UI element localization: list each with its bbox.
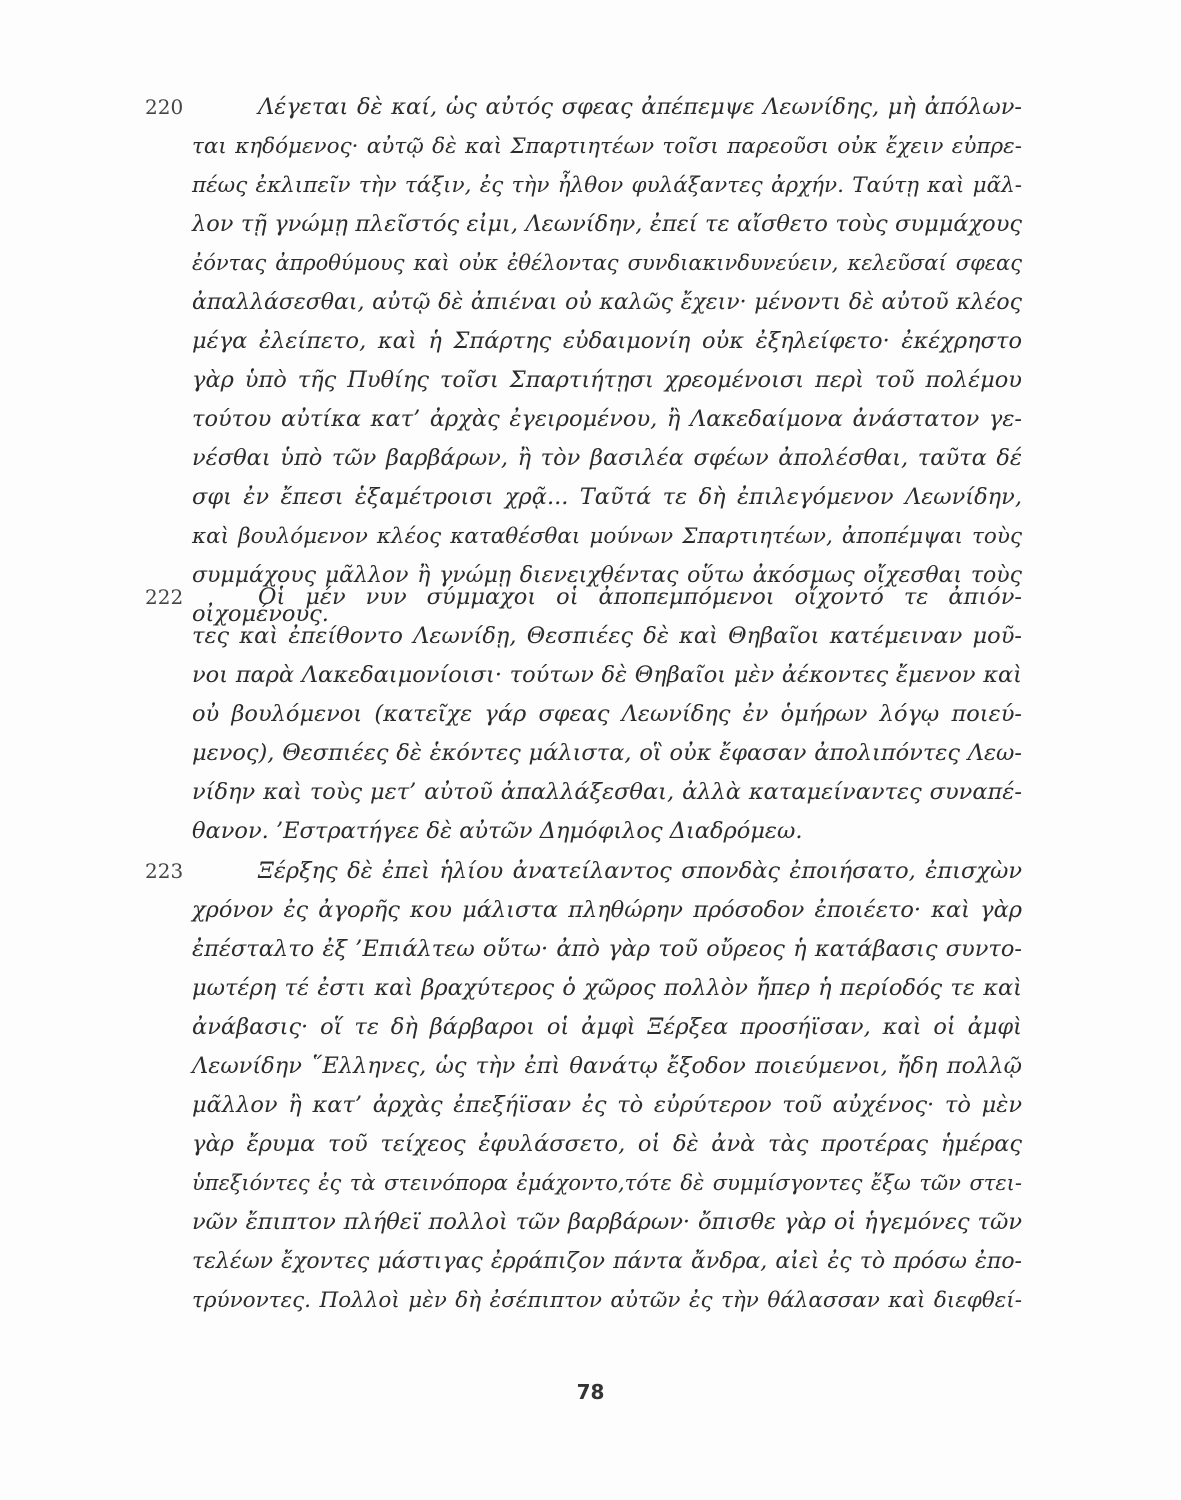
- text-line: σφι ἐν ἔπεσι ἑξαμέτροισι χρᾷ... Ταῦτά τε δὴ ἐπιλεγόμενον Λεωνίδην,: [192, 484, 1022, 510]
- chapter-number: 222: [145, 585, 184, 609]
- text-line: τούτου αὐτίκα κατ’ ἀρχὰς ἐγειρομένου, ἢ Λακεδαίμονα ἀνάστατον γε-: [192, 406, 1022, 432]
- text-line: Οἱ μέν νυν σύμμαχοι οἱ ἀποπεμπόμενοι οἴχοντό τε ἀπιόν-: [258, 584, 1022, 610]
- text-line: θανον. ’Εστρατήγεε δὲ αὐτῶν Δημόφιλος Διαδρόμεω.: [192, 818, 803, 844]
- chapter-number: 223: [145, 859, 184, 883]
- text-line: Ξέρξης δὲ ἐπεὶ ἡλίου ἀνατείλαντος σπονδὰς ἐποιήσατο, ἐπισχὼν: [258, 858, 1022, 884]
- text-line: Λεωνίδην ῞Ελληνες, ὡς τὴν ἐπὶ θανάτῳ ἔξοδον ποιεύμενοι, ἤδη πολλῷ: [192, 1053, 1022, 1079]
- text-line: ἐπέσταλτο ἐξ ’Επιάλτεω οὕτω· ἀπὸ γὰρ τοῦ οὔρεος ἡ κατάβασις συντο-: [192, 936, 1022, 962]
- text-line: μᾶλλον ἢ κατ’ ἀρχὰς ἐπεξήϊσαν ἐς τὸ εὐρύτερον τοῦ αὐχένος· τὸ μὲν: [192, 1092, 1022, 1118]
- text-line: τες καὶ ἐπείθοντο Λεωνίδῃ, Θεσπιέες δὲ καὶ Θηβαῖοι κατέμειναν μοῦ-: [192, 623, 1022, 649]
- text-line: ται κηδόμενος· αὐτῷ δὲ καὶ Σπαρτιητέων τοῖσι παρεοῦσι οὐκ ἔχειν εὐπρε-: [192, 134, 1022, 159]
- text-line: λον τῇ γνώμῃ πλεῖστός εἰμι, Λεωνίδην, ἐπεί τε αἴσθετο τοὺς συμμάχους: [192, 211, 1022, 237]
- text-line: μωτέρη τέ ἐστι καὶ βραχύτερος ὁ χῶρος πολλὸν ἤπερ ἡ περίοδός τε καὶ: [192, 975, 1022, 1001]
- page-number: 78: [576, 1380, 605, 1404]
- chapter-number: 220: [145, 95, 184, 119]
- text-line: συμμάχους μᾶλλον ἢ γνώμῃ διενειχθέντας οὕτω ἀκόσμως οἴχεσθαι τοὺς: [192, 563, 1022, 588]
- text-line: πέως ἐκλιπεῖν τὴν τάξιν, ἐς τὴν ἦλθον φυλάξαντες ἀρχήν. Ταύτῃ καὶ μᾶλ-: [192, 173, 1022, 198]
- text-line: καὶ βουλόμενον κλέος καταθέσθαι μούνων Σπαρτιητέων, ἀποπέμψαι τοὺς: [192, 524, 1022, 549]
- text-line: ἀπαλλάσεσθαι, αὐτῷ δὲ ἀπιέναι οὐ καλῶς ἔχειν· μένοντι δὲ αὐτοῦ κλέος: [192, 290, 1022, 315]
- text-line: μέγα ἐλείπετο, καὶ ἡ Σπάρτης εὐδαιμονίη οὐκ ἐξηλείφετο· ἐκέχρηστο: [192, 328, 1022, 354]
- text-line: μενος), Θεσπιέες δὲ ἑκόντες μάλιστα, οἳ οὐκ ἔφασαν ἀπολιπόντες Λεω-: [192, 740, 1022, 766]
- text-line: οὐ βουλόμενοι (κατεῖχε γάρ σφεας Λεωνίδης ἐν ὁμήρων λόγῳ ποιεύ-: [192, 701, 1022, 727]
- text-line: τρύνοντες. Πολλοὶ μὲν δὴ ἐσέπιπτον αὐτῶν ἐς τὴν θάλασσαν καὶ διεφθεί-: [192, 1288, 1022, 1313]
- text-line: χρόνον ἐς ἀγορῆς κου μάλιστα πληθώρην πρόσοδον ἐποιέετο· καὶ γὰρ: [192, 897, 1022, 923]
- text-line: ὑπεξιόντες ἐς τὰ στεινόπορα ἐμάχοντο,τότε δὲ συμμίσγοντες ἔξω τῶν στει-: [192, 1171, 1022, 1195]
- text-line: τελέων ἔχοντες μάστιγας ἐρράπιζον πάντα ἄνδρα, αἰεὶ ἐς τὸ πρόσω ἐπο-: [192, 1249, 1022, 1274]
- text-line: Λέγεται δὲ καί, ὡς αὐτός σφεας ἀπέπεμψε Λεωνίδης, μὴ ἀπόλων-: [258, 94, 1022, 120]
- text-line: γὰρ ἔρυμα τοῦ τείχεος ἐφυλάσσετο, οἱ δὲ ἀνὰ τὰς προτέρας ἡμέρας: [192, 1131, 1022, 1157]
- text-line: ἀνάβασις· οἵ τε δὴ βάρβαροι οἱ ἀμφὶ Ξέρξεα προσήϊσαν, καὶ οἱ ἀμφὶ: [192, 1014, 1022, 1040]
- text-line: οἰχομένους.: [192, 601, 329, 627]
- text-line: γὰρ ὑπὸ τῆς Πυθίης τοῖσι Σπαρτιήτῃσι χρεομένοισι περὶ τοῦ πολέμου: [192, 367, 1022, 393]
- text-line: νοι παρὰ Λακεδαιμονίοισι· τούτων δὲ Θηβαῖοι μὲν ἀέκοντες ἔμενον καὶ: [192, 662, 1022, 688]
- text-line: νῶν ἔπιπτον πλήθεϊ πολλοὶ τῶν βαρβάρων· ὄπισθε γὰρ οἱ ἡγεμόνες τῶν: [192, 1209, 1022, 1235]
- text-line: νίδην καὶ τοὺς μετ’ αὐτοῦ ἀπαλλάξεσθαι, ἀλλὰ καταμείναντες συναπέ-: [192, 779, 1022, 805]
- text-line: νέσθαι ὑπὸ τῶν βαρβάρων, ἢ τὸν βασιλέα σφέων ἀπολέσθαι, ταῦτα δέ: [192, 445, 1022, 471]
- text-line: ἐόντας ἀπροθύμους καὶ οὐκ ἐθέλοντας συνδιακινδυνεύειν, κελεῦσαί σφεας: [192, 251, 1022, 275]
